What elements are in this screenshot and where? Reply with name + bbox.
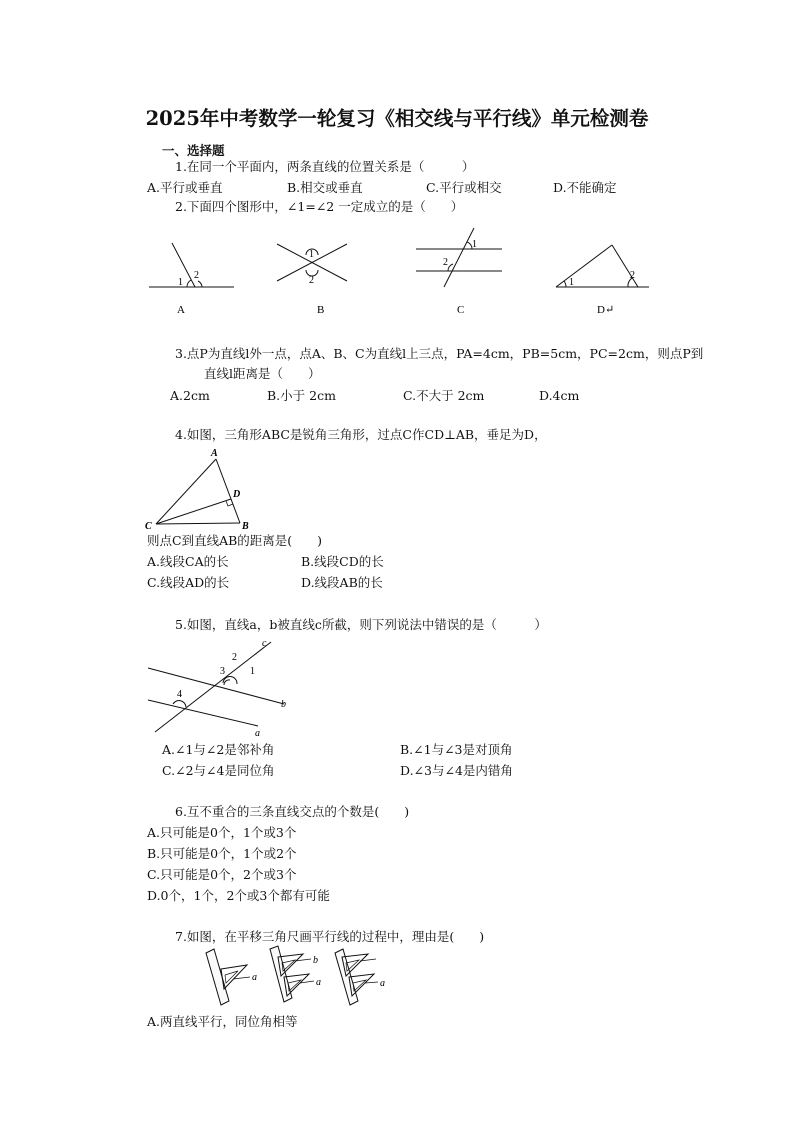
q5-option-d: D.∠3与∠4是内错角: [400, 763, 513, 778]
q2-figure-a: [140, 235, 250, 320]
q2d-caption: D↵: [597, 304, 615, 316]
q5-angle-1: 1: [250, 666, 255, 677]
q5-angle-2: 2: [232, 652, 237, 663]
q1-option-a: A.平行或垂直: [147, 180, 223, 195]
q3-option-a: A.2cm: [170, 388, 210, 403]
q6-option-a: A.只可能是0个，1个或3个: [147, 825, 297, 840]
q4-stem: 4.如图，三角形ABC是锐角三角形，过点C作CD⊥AB，垂足为D，: [175, 427, 547, 442]
q7-label-b: b: [313, 955, 318, 966]
q2a-angle-1: 1: [178, 277, 183, 288]
q5-option-b: B.∠1与∠3是对顶角: [400, 742, 513, 757]
q5-transversal-figure: [140, 632, 300, 742]
q3-option-c: C.不大于 2cm: [403, 388, 485, 403]
q1-option-c: C.平行或相交: [426, 180, 502, 195]
q6-option-b: B.只可能是0个，1个或2个: [147, 846, 297, 861]
q5-line-a: a: [255, 728, 260, 739]
q6-stem: 6.互不重合的三条直线交点的个数是( ): [175, 804, 410, 819]
q2-stem: 2.下面四个图形中，∠1=∠2 一定成立的是（ ）: [175, 199, 464, 214]
q4-label-c: C: [145, 521, 152, 532]
q5-angle-3: 3: [220, 666, 225, 677]
q7-label-a3: a: [380, 978, 385, 989]
q5-angle-4: 4: [177, 689, 182, 700]
q4-question: 则点C到直线AB的距离是( ): [147, 533, 323, 548]
q7-set-square-figure: [200, 945, 400, 1015]
q7-option-a: A.两直线平行，同位角相等: [147, 1014, 298, 1029]
q5-stem: 5.如图，直线a，b被直线c所截，则下列说法中错误的是（ ）: [175, 617, 547, 632]
q2c-caption: C: [457, 304, 465, 316]
q2d-angle-1: 1: [569, 277, 574, 288]
q4-label-d: D: [233, 489, 241, 500]
q1-option-d: D.不能确定: [553, 180, 617, 195]
section-heading: 一、选择题: [162, 143, 225, 158]
q2-figure-d: [550, 235, 660, 320]
q3-stem-line-1: 3.点P为直线l外一点，点A、B、C为直线l上三点，PA=4cm，PB=5cm，PC=2cm，则点P到: [175, 346, 704, 361]
q4-option-d: D.线段AB的长: [301, 575, 383, 590]
q6-option-d: D.0个，1个，2个或3个都有可能: [147, 888, 330, 903]
q2c-angle-1: 1: [472, 239, 477, 250]
q2-figure-b: [272, 235, 382, 320]
q2a-caption: A: [177, 304, 185, 316]
q4-label-b: B: [242, 521, 249, 532]
q4-option-c: C.线段AD的长: [147, 575, 230, 590]
q5-line-b: b: [281, 699, 286, 710]
q1-option-b: B.相交或垂直: [287, 180, 363, 195]
q4-label-a: A: [211, 448, 218, 459]
q7-label-a1: a: [252, 972, 257, 983]
q2-figure-c: [410, 225, 520, 320]
q4-option-a: A.线段CA的长: [147, 554, 229, 569]
q7-stem: 7.如图，在平移三角尺画平行线的过程中，理由是( ): [175, 929, 485, 944]
q5-line-c: c: [262, 638, 267, 649]
q2b-caption: B: [317, 304, 325, 316]
q4-triangle-figure: [140, 445, 260, 535]
q6-option-c: C.只可能是0个，2个或3个: [147, 867, 297, 882]
q4-option-b: B.线段CD的长: [301, 554, 384, 569]
q2c-angle-2: 2: [443, 257, 448, 268]
q7-label-a2: a: [316, 977, 321, 988]
q3-stem-line-2: 直线l距离是（ ）: [204, 366, 321, 381]
q3-option-d: D.4cm: [539, 388, 580, 403]
q2b-angle-2: 2: [309, 275, 314, 286]
q5-option-a: A.∠1与∠2是邻补角: [162, 742, 275, 757]
q2d-angle-2: 2: [630, 270, 635, 281]
q5-option-c: C.∠2与∠4是同位角: [162, 763, 275, 778]
page-title: 2025年中考数学一轮复习《相交线与平行线》单元检测卷: [145, 107, 649, 130]
q1-stem: 1.在同一个平面内，两条直线的位置关系是（ ）: [175, 159, 475, 174]
q2a-angle-2: 2: [194, 270, 199, 281]
q3-option-b: B.小于 2cm: [267, 388, 336, 403]
q2b-angle-1: 1: [309, 249, 314, 260]
